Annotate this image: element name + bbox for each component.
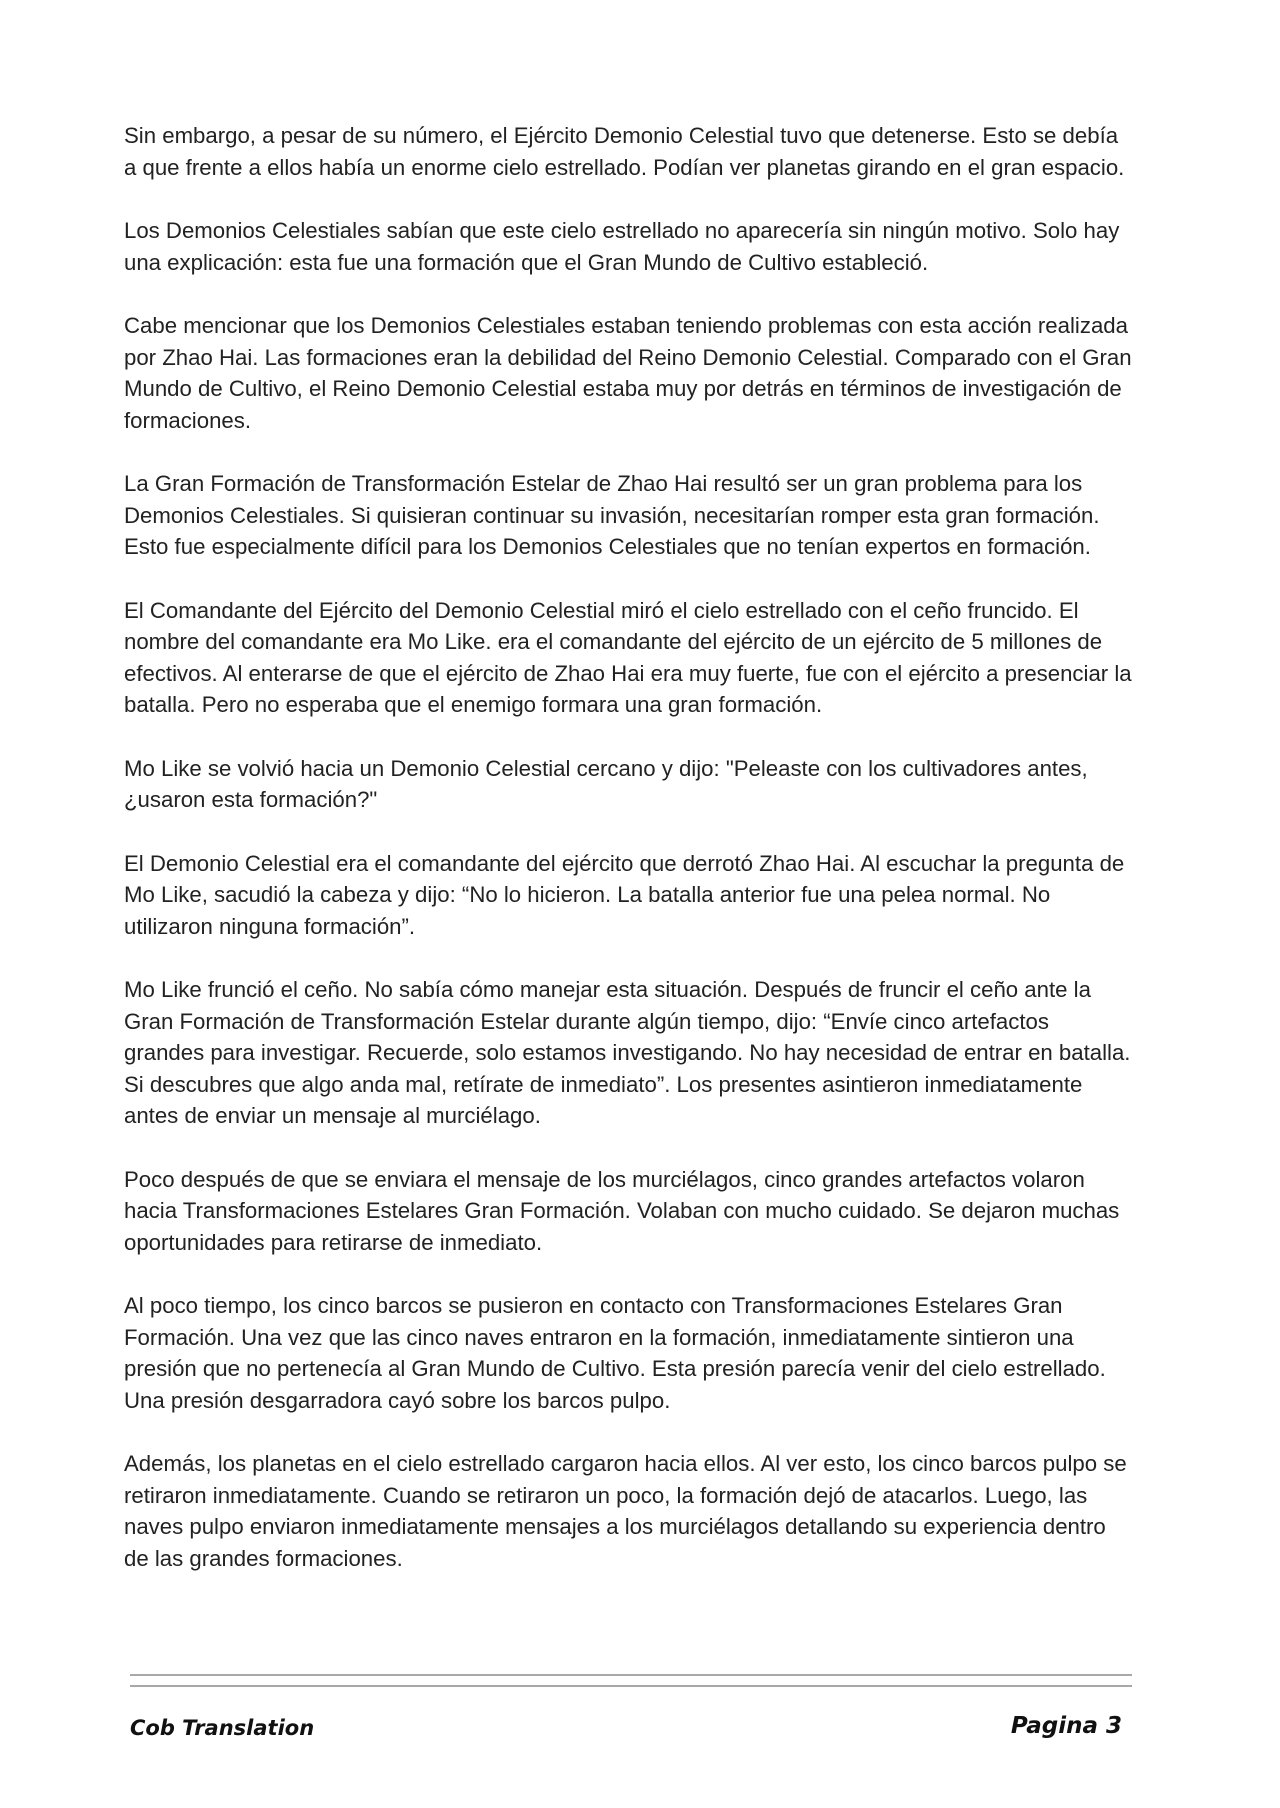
paragraph: Los Demonios Celestiales sabían que este cielo estrellado no aparecería sin ningún motivo. Solo hay una explicación: esta fue una formación que el Gran Mundo de Cultivo estableció. bbox=[124, 218, 1120, 275]
page-body bbox=[124, 120, 1134, 1606]
paragraph: Sin embargo, a pesar de su número, el Ejército Demonio Celestial tuvo que detenerse. Esto se debía a que frente a ellos había un enorme cielo estrellado. Podían ver planetas girando en el gran espacio. bbox=[124, 123, 1125, 180]
paragraph: El Demonio Celestial era el comandante del ejército que derrotó Zhao Hai. Al escuchar la pregunta de Mo Like, sacudió la cabeza y dijo: “No lo hicieron. La batalla anterior fue una pelea normal. No utilizaron ninguna formación”. bbox=[124, 850, 1125, 939]
footer-divider-bottom bbox=[130, 1685, 1132, 1687]
paragraph: Mo Like frunció el ceño. No sabía cómo manejar esta situación. Después de fruncir el ceño ante la Gran Formación de Transformación Estelar durante algún tiempo, dijo: “Envíe cinco artefactos grandes para investigar. Recuerde, solo estamos investigando. No hay necesidad de entrar en batalla. Si descubres que algo anda mal, retírate de inmediato”. Los presentes asintieron inmediatamente antes de enviar un mensaje al murciélago. bbox=[124, 977, 1131, 1128]
paragraph: Además, los planetas en el cielo estrellado cargaron hacia ellos. Al ver esto, los cinco barcos pulpo se retiraron inmediatamente. Cuando se retiraron un poco, la formación dejó de atacarlos. Luego, las naves pulpo enviaron inmediatamente mensajes a los murciélagos detallando su experiencia dentro de las grandes formaciones. bbox=[124, 1451, 1127, 1571]
paragraph: La Gran Formación de Transformación Estelar de Zhao Hai resultó ser un gran problema para los Demonios Celestiales. Si quisieran continuar su invasión, necesitarían romper esta gran formación. Esto fue especialmente difícil para los Demonios Celestiales que no tenían expertos en formación. bbox=[124, 471, 1100, 559]
paragraph: Cabe mencionar que los Demonios Celestiales estaban teniendo problemas con esta acción realizada por Zhao Hai. Las formaciones eran la debilidad del Reino Demonio Celestial. Comparado con el Gran Mundo de Cultivo, el Reino Demonio Celestial estaba muy por detrás en términos de investigación de formaciones. bbox=[124, 313, 1132, 433]
paragraph: El Comandante del Ejército del Demonio Celestial miró el cielo estrellado con el ceño fruncido. El nombre del comandante era Mo Like. era el comandante del ejército de un ejército de 5 millones de efectivos. Al enterarse de que el ejército de Zhao Hai era muy fuerte, fue con el ejército a presenciar la batalla. Pero no esperaba que el enemigo formara una gran formación. bbox=[124, 597, 1132, 717]
footer-divider-top bbox=[130, 1674, 1132, 1676]
paragraph: Poco después de que se enviara el mensaje de los murciélagos, cinco grandes artefactos volaron hacia Transformaciones Estelares Gran Formación. Volaban con mucho cuidado. Se dejaron muchas oportunidades para retirarse de inmediato. bbox=[124, 1166, 1120, 1255]
paragraph: Al poco tiempo, los cinco barcos se pusieron en contacto con Transformaciones Estelares Gran Formación. Una vez que las cinco naves entraron en la formación, inmediatamente sintieron una presión que no pertenecía al Gran Mundo de Cultivo. Esta presión parecía venir del cielo estrellado. Una presión desgarradora cayó sobre los barcos pulpo. bbox=[124, 1293, 1106, 1413]
footer-page-number: Pagina 3 bbox=[1010, 1713, 1122, 1739]
footer-translator-credit: Cob Translation bbox=[130, 1716, 315, 1740]
paragraph: Mo Like se volvió hacia un Demonio Celestial cercano y dijo: "Peleaste con los cultivadores antes, ¿usaron esta formación?" bbox=[124, 755, 1088, 812]
